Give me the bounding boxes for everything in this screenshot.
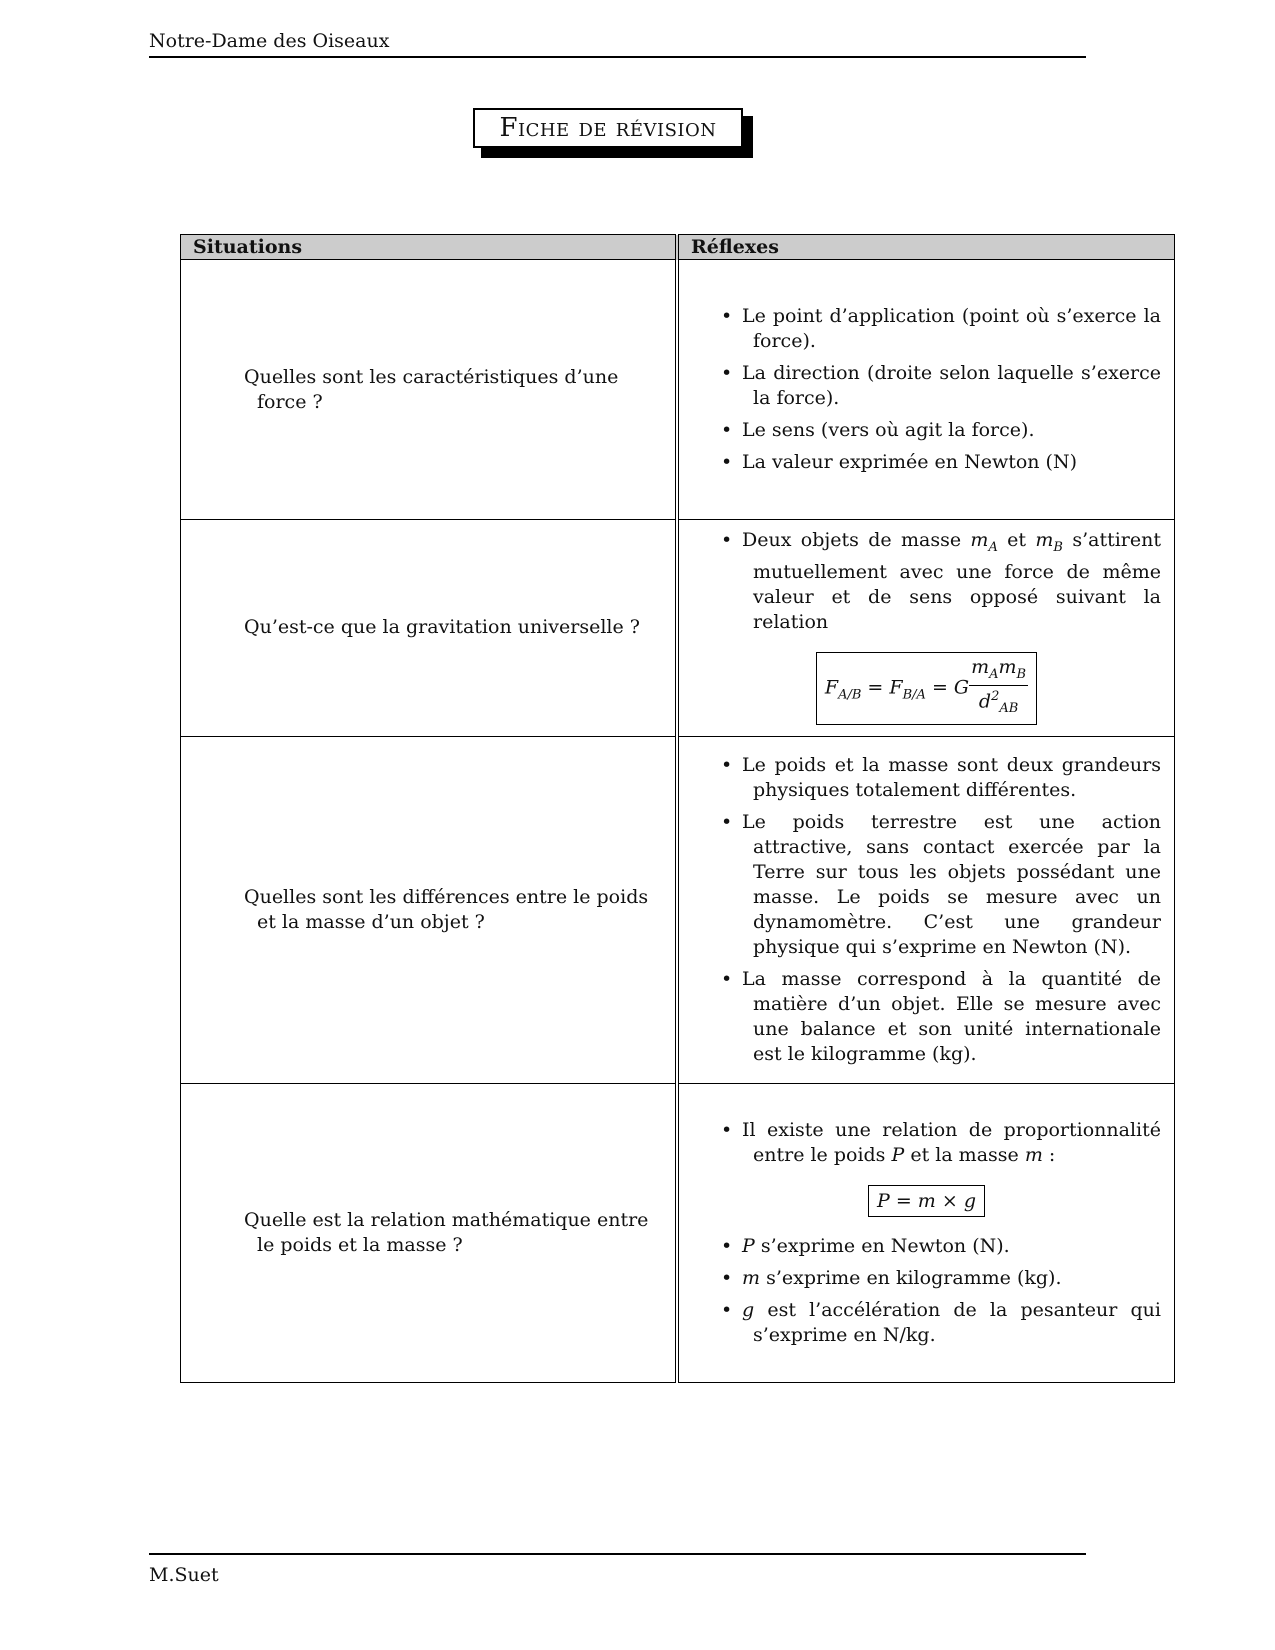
answer-list <box>680 1118 1173 1168</box>
title-box <box>473 108 743 148</box>
list-item: • Le point d’application (point où s’exerce la force). <box>742 304 1161 354</box>
question-text: Qu’est-ce que la gravitation universelle ? <box>244 616 640 639</box>
answer-list <box>680 528 1173 635</box>
question-cell <box>181 1083 678 1382</box>
answer-cell <box>677 1083 1175 1382</box>
answer-list <box>680 1234 1173 1348</box>
answer-cell <box>677 736 1175 1083</box>
list-item: • Il existe une relation de proportionnalité entre le poids P et la masse m : <box>742 1118 1161 1168</box>
question-text: Quelle est la relation mathématique entre le poids et la masse ? <box>244 1208 649 1256</box>
list-item: • La masse correspond à la quantité de matière d’un objet. Elle se mesure avec une balance et son unité internationale est le kilogramme (kg). <box>742 967 1161 1067</box>
page-title: Fiche de révision <box>473 108 743 148</box>
table-header-row <box>181 235 1175 260</box>
list-item: • Le poids et la masse sont deux grandeurs physiques totalement différentes. <box>742 753 1161 803</box>
list-item: • La valeur exprimée en Newton (N) <box>742 450 1161 475</box>
list-item: • Le sens (vers où agit la force). <box>742 418 1161 443</box>
header-rule <box>149 56 1086 58</box>
list-item: • P s’exprime en Newton (N). <box>742 1234 1161 1259</box>
question-text: Quelles sont les caractéristiques d’une force ? <box>244 365 619 413</box>
header-situations: Situations <box>181 235 678 260</box>
table-row <box>181 260 1175 520</box>
gravitation-equation: $F_{A/B} = F_{B/A} = G$ $\frac{m_Am_B}{d^2_{AB}}$ <box>816 652 1037 725</box>
answer-list <box>680 304 1173 475</box>
footer-author: M.Suet <box>149 1564 219 1586</box>
table-row <box>181 1083 1175 1382</box>
list-item: • m s’exprime en kilogramme (kg). <box>742 1266 1161 1291</box>
list-item: • Le poids terrestre est une action attractive, sans contact exercée par la Terre sur tous les objets possédant une masse. Le poids se mesure avec un dynamomètre. C’est une grandeur physique qui s’exprime en Newton (N). <box>742 810 1161 960</box>
list-item: • g est l’accélération de la pesanteur qui s’exprime en N/kg. <box>742 1298 1161 1348</box>
question-cell <box>181 260 678 520</box>
weight-equation: P = m × g <box>868 1185 985 1217</box>
question-cell <box>181 736 678 1083</box>
revision-table <box>180 234 1175 1383</box>
answer-cell <box>677 260 1175 520</box>
header-reflexes: Réflexes <box>677 235 1175 260</box>
answer-list <box>680 753 1173 1067</box>
footer-rule <box>149 1553 1086 1555</box>
question-text: Quelles sont les différences entre le poids et la masse d’un objet ? <box>244 885 649 933</box>
list-item: • La direction (droite selon laquelle s’exerce la force). <box>742 361 1161 411</box>
table-row <box>181 736 1175 1083</box>
header-school: Notre-Dame des Oiseaux <box>149 30 390 52</box>
answer-cell <box>677 520 1175 737</box>
table-row <box>181 520 1175 737</box>
list-item: • Deux objets de masse $m_A$ et $m_B$ s’attirent mutuellement avec une force de même valeur et de sens opposé suivant la relation <box>742 528 1161 635</box>
question-cell <box>181 520 678 737</box>
